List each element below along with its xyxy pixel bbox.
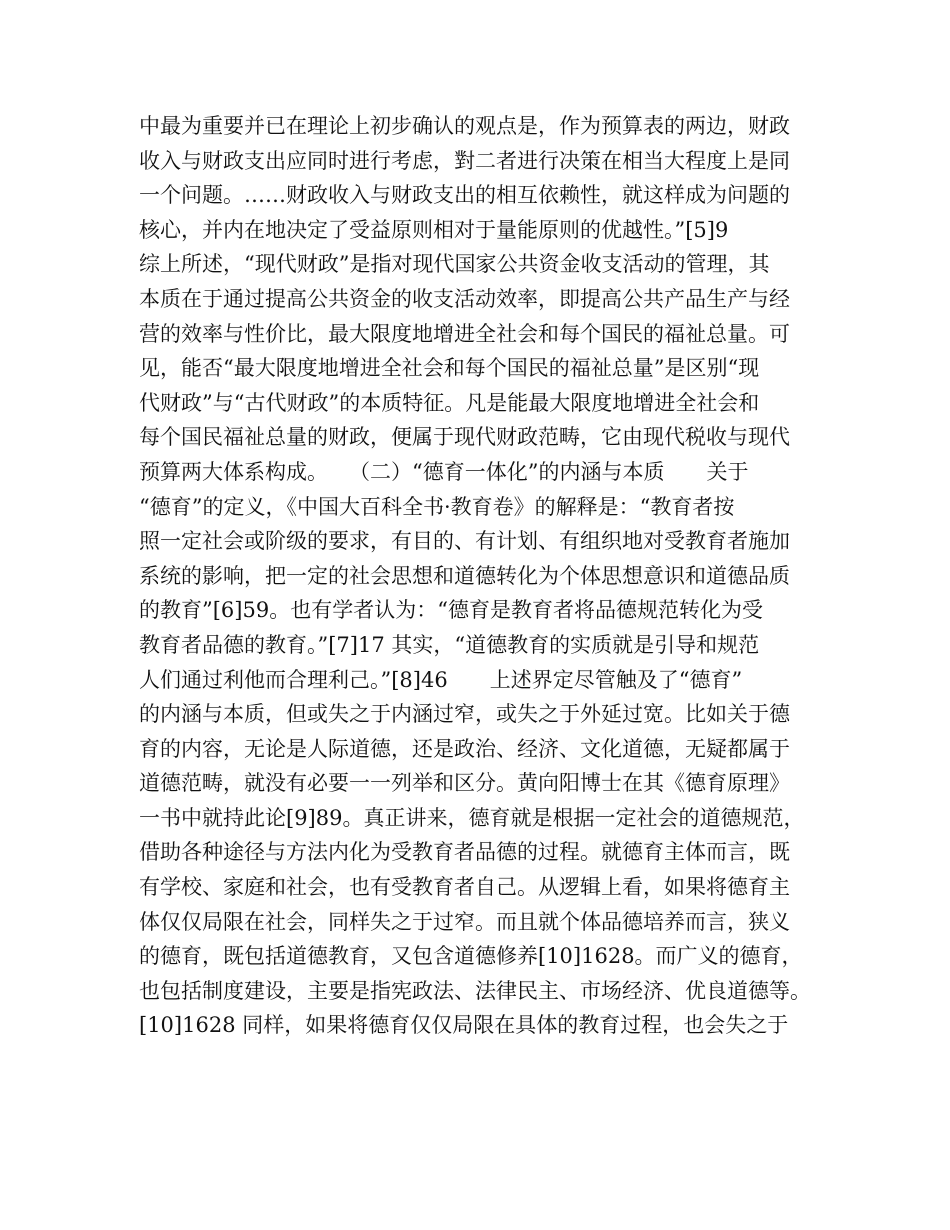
text-line: 的德育，既包括道德教育，又包含道德修养[10]1628。而广义的德育， <box>139 944 803 969</box>
text-line: 有学校、家庭和社会，也有受教育者自己。从逻辑上看，如果将德育主 <box>139 875 790 900</box>
text-line: 见，能否“最大限度地增进全社会和每个国民的福祉总量”是区别“现 <box>139 356 760 381</box>
text-line: 照一定社会或阶级的要求，有目的、有计划、有组织地对受教育者施加 <box>139 529 790 554</box>
body-text <box>139 109 839 1043</box>
text-line: 中最为重要并已在理论上初步确认的观点是，作为预算表的两边，财政 <box>139 114 790 138</box>
text-line: 道德范畴，就没有必要一一列举和区分。黄向阳博士在其《德育原理》 <box>139 771 790 796</box>
text-line: 系统的影响，把一定的社会思想和道德转化为个体思想意识和道德品质 <box>139 563 790 588</box>
text-line: [10]1628 同样，如果将德育仅仅局限在具体的教育过程，也会失之于 <box>139 1013 789 1038</box>
text-line: 代财政”与“古代财政”的本质特征。凡是能最大限度地增进全社会和 <box>139 390 760 415</box>
text-line: 体仅仅局限在社会，同样失之于过窄。而且就个体品德培养而言，狭义 <box>139 909 790 934</box>
text-line: “德育”的定义，《中国大百科全书·教育卷》的解释是：“教育者按 <box>139 494 735 519</box>
text-line: 一书中就持此论[9]89。真正讲来，德育就是根据一定社会的道德规范， <box>139 805 805 830</box>
text-line: 预算两大体系构成。 （二）“德育一体化”的内涵与本质 关于 <box>139 459 749 484</box>
text-line: 的内涵与本质，但或失之于内涵过窄，或失之于外延过宽。比如关于德 <box>139 702 790 727</box>
text-line: 营的效率与性价比，最大限度地增进全社会和每个国民的福祉总量。可 <box>139 321 790 346</box>
text-line: 的教育”[6]59。也有学者认为：“德育是教育者将品德规范转化为受 <box>139 598 763 623</box>
text-line: 人们通过利他而合理利己。”[8]46 上述界定尽管触及了“德育” <box>139 667 743 692</box>
text-line: 教育者品德的教育。”[7]17 其实，“道德教育的实质就是引导和规范 <box>139 632 760 657</box>
text-line: 综上所述，“现代财政”是指对现代国家公共资金收支活动的管理，其 <box>139 252 770 277</box>
text-line: 借助各种途径与方法内化为受教育者品德的过程。就德育主体而言，既 <box>139 840 790 865</box>
text-line: 核心，并内在地决定了受益原则相对于量能原则的优越性。”[5]9 <box>139 217 729 242</box>
text-line: 育的内容，无论是人际道德，还是政治、经济、文化道德，无疑都属于 <box>139 736 790 761</box>
text-line: 一个问题。……财政收入与财政支出的相互依赖性，就这样成为问题的 <box>139 183 790 208</box>
text-line: 也包括制度建设，主要是指宪政法、法律民主、市场经济、优良道德等。 <box>139 978 811 1003</box>
text-line: 每个国民福祉总量的财政，便属于现代财政范畴，它由现代税收与现代 <box>139 425 790 450</box>
text-line: 本质在于通过提高公共资金的收支活动效率，即提高公共产品生产与经 <box>139 286 790 311</box>
text-line: 收入与财政支出应同时进行考虑，對二者进行决策在相当大程度上是同 <box>139 148 790 173</box>
